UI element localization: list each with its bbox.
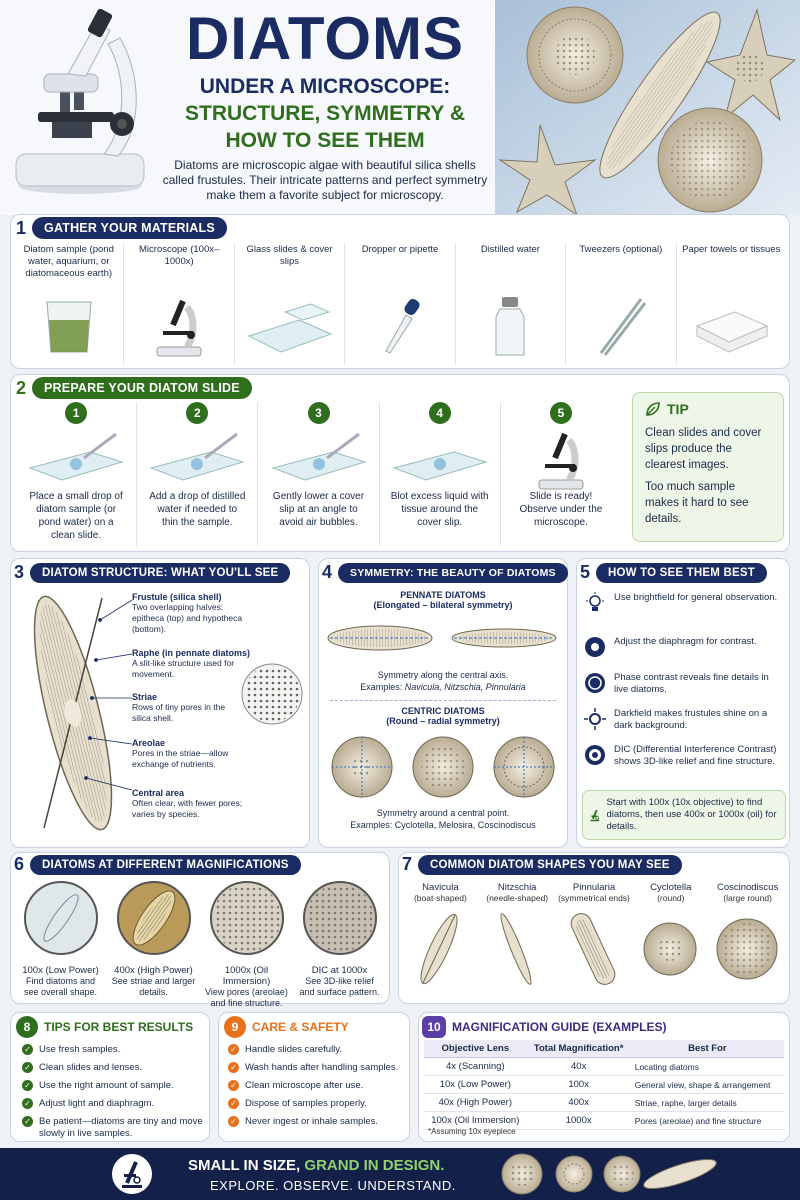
footer-slogan-b: GRAND IN DESIGN. bbox=[304, 1157, 445, 1174]
list-item-text: Never ingest or inhale samples. bbox=[245, 1116, 379, 1127]
tweezers-icon bbox=[591, 295, 651, 364]
centric-examples-illustration bbox=[322, 734, 564, 800]
prep-step bbox=[380, 402, 501, 547]
list-item-text: Dispose of samples properly. bbox=[245, 1098, 367, 1109]
table-cell: 100x (Oil Immersion) bbox=[424, 1112, 527, 1130]
structure-label-head: Central area bbox=[132, 788, 185, 798]
list-item bbox=[22, 1116, 206, 1140]
microscope-icon bbox=[149, 295, 209, 364]
list-item-text: Handle slides carefully. bbox=[245, 1044, 342, 1055]
magnification-head: 1000x (Oil Immersion) bbox=[222, 965, 271, 987]
section-number: 3 bbox=[14, 562, 25, 582]
pennate-examples-label: Examples: bbox=[360, 682, 405, 692]
table-cell: 10x (Low Power) bbox=[424, 1076, 527, 1094]
diatom-shape-name: Coscinodiscus bbox=[716, 882, 779, 893]
check-icon: ✓ bbox=[228, 1062, 239, 1073]
material-label: Diatom sample (pond water, aquarium, or diatomaceous earth) bbox=[23, 244, 114, 279]
diatom-shapes bbox=[402, 882, 786, 996]
tip-box bbox=[632, 392, 784, 542]
footer-slogan-a: SMALL IN SIZE, bbox=[188, 1157, 305, 1174]
check-icon: ✓ bbox=[22, 1098, 33, 1109]
materials-list bbox=[14, 244, 786, 364]
diatom-shape-image bbox=[638, 909, 704, 996]
step-text: Slide is ready! Observe under the microscope. bbox=[519, 491, 603, 528]
section-title: MAGNIFICATION GUIDE (EXAMPLES) bbox=[452, 1020, 667, 1034]
structure-label-head: Raphe (in pennate diatoms) bbox=[132, 648, 251, 658]
list-item-text: Adjust light and diaphragm. bbox=[39, 1098, 155, 1109]
magnification-image bbox=[116, 880, 192, 961]
step-number: 5 bbox=[550, 402, 572, 424]
structure-label bbox=[132, 592, 252, 635]
table-cell: 400x bbox=[527, 1094, 631, 1112]
diatom-shape-image bbox=[484, 909, 550, 996]
dic-icon bbox=[584, 744, 606, 771]
structure-label-body: Two overlapping halves: epitheca (top) and hypotheca (bottom). bbox=[132, 602, 243, 634]
diatom-shape-name: Navicula bbox=[422, 882, 459, 893]
check-icon: ✓ bbox=[228, 1116, 239, 1127]
check-icon: ✓ bbox=[228, 1044, 239, 1055]
structure-label bbox=[132, 788, 252, 820]
prep-step bbox=[137, 402, 258, 547]
pennate-title: PENNATE DIATOMS bbox=[400, 590, 486, 600]
material-label: Paper towels or tissues bbox=[682, 244, 781, 255]
magnification-examples bbox=[14, 880, 386, 1009]
diatom-shape bbox=[402, 882, 479, 996]
material-item bbox=[677, 244, 786, 364]
step-text: Blot excess liquid with tissue around the cover slip. bbox=[390, 491, 489, 528]
step-number: 2 bbox=[186, 402, 208, 424]
slide-step-icon bbox=[26, 428, 126, 486]
section-2-header bbox=[16, 377, 252, 399]
pennate-block bbox=[322, 590, 564, 610]
viewing-tip-text: Adjust the diaphragm for contrast. bbox=[614, 636, 757, 647]
bulb-icon bbox=[584, 592, 606, 619]
viewing-tip bbox=[584, 744, 784, 792]
step-number: 1 bbox=[65, 402, 87, 424]
table-cell: General view, shape & arrangement bbox=[631, 1076, 784, 1094]
material-label: Tweezers (optional) bbox=[579, 244, 663, 255]
diatom-shape bbox=[556, 882, 633, 996]
tips-list bbox=[22, 1044, 206, 1146]
intro-text: Diatoms are microscopic algae with beautiful silica shells called frustules. Their intricate patterns and perfect symmetry make them a favorite subject for microscopy. bbox=[162, 158, 488, 202]
diatom-shape-name: Nitzschia bbox=[497, 882, 537, 893]
magnification-body: View pores (areolae) and fine structure. bbox=[205, 987, 288, 1008]
section-number: 1 bbox=[16, 217, 27, 238]
magnification-table bbox=[424, 1040, 784, 1130]
section-7-header bbox=[402, 854, 682, 875]
structure-label bbox=[132, 692, 236, 724]
table-header-cell: Best For bbox=[631, 1040, 784, 1058]
viewing-tip-text: Use brightfield for general observation. bbox=[614, 592, 778, 603]
section-title: COMMON DIATOM SHAPES YOU MAY SEE bbox=[418, 855, 682, 875]
tip-text-1: Clean slides and cover slips produce the clearest images. bbox=[645, 427, 762, 471]
prep-steps bbox=[16, 402, 621, 547]
section-title: DIATOM STRUCTURE: WHAT YOU'LL SEE bbox=[30, 563, 290, 583]
page-title: DIATOMS bbox=[185, 5, 465, 72]
diatom-shape-name: Cyclotella bbox=[650, 882, 692, 893]
pennate-sub: (Elongated – bilateral symmetry) bbox=[373, 600, 513, 610]
header bbox=[0, 0, 800, 215]
check-icon: ✓ bbox=[22, 1062, 33, 1073]
section-title: CARE & SAFETY bbox=[252, 1020, 349, 1034]
structure-label-body: Rows of tiny pores in the silica shell. bbox=[132, 702, 226, 723]
material-label: Dropper or pipette bbox=[361, 244, 439, 255]
section-title: GATHER YOUR MATERIALS bbox=[32, 217, 227, 239]
list-item-text: Clean microscope after use. bbox=[245, 1080, 364, 1091]
footer-diatoms-illustration bbox=[492, 1152, 722, 1196]
magnification-body: Find diatoms and see overall shape. bbox=[23, 976, 98, 997]
magnification-item bbox=[14, 880, 107, 1009]
diatom-shape bbox=[479, 882, 556, 996]
centric-sub: (Round – radial symmetry) bbox=[386, 716, 500, 726]
diatom-shape-image bbox=[715, 909, 781, 996]
centric-title: CENTRIC DIATOMS bbox=[401, 706, 485, 716]
prep-step bbox=[258, 402, 379, 547]
pennate-examples-illustration bbox=[322, 616, 564, 660]
microscope-icon bbox=[531, 428, 591, 486]
material-item bbox=[566, 244, 676, 364]
step-text: Place a small drop of diatom sample (or pond water) on a clean slide. bbox=[29, 491, 123, 541]
table-cell: 40x bbox=[527, 1058, 631, 1076]
table-row bbox=[424, 1058, 784, 1076]
section-4-header bbox=[322, 562, 568, 583]
check-icon: ✓ bbox=[22, 1080, 33, 1091]
tissue-icon bbox=[691, 296, 771, 361]
slide-step-icon bbox=[269, 428, 369, 486]
table-header-cell: Objective Lens bbox=[424, 1040, 527, 1058]
list-item bbox=[228, 1098, 406, 1110]
footer-slogan bbox=[188, 1157, 444, 1174]
check-icon: ✓ bbox=[228, 1080, 239, 1091]
table-cell: Striae, raphe, larger details bbox=[631, 1094, 784, 1112]
check-icon: ✓ bbox=[22, 1116, 33, 1127]
table-header-cell: Total Magnification* bbox=[527, 1040, 631, 1058]
magnification-image bbox=[23, 880, 99, 961]
section-number: 5 bbox=[580, 562, 591, 582]
list-item-text: Use fresh samples. bbox=[39, 1044, 121, 1055]
list-item bbox=[228, 1116, 406, 1128]
section-number: 2 bbox=[16, 377, 27, 398]
diatom-hero-illustration bbox=[495, 0, 800, 215]
list-item bbox=[22, 1044, 206, 1056]
section-title: HOW TO SEE THEM BEST bbox=[596, 563, 767, 583]
viewing-tip bbox=[584, 672, 784, 708]
magnification-item bbox=[293, 880, 386, 1009]
section-number: 4 bbox=[322, 562, 333, 582]
microscope-footer-icon bbox=[112, 1152, 152, 1196]
list-item bbox=[22, 1098, 206, 1110]
table-cell: Locating diatoms bbox=[631, 1058, 784, 1076]
table-cell: Pores (areolae) and fine structure bbox=[631, 1112, 784, 1130]
subtitle-line-3: HOW TO SEE THEM bbox=[225, 129, 425, 152]
table-cell: 40x (High Power) bbox=[424, 1094, 527, 1112]
section-number: 9 bbox=[224, 1016, 246, 1038]
section-title: DIATOMS AT DIFFERENT MAGNIFICATIONS bbox=[30, 855, 301, 875]
list-item-text: Wash hands after handling samples. bbox=[245, 1062, 399, 1073]
diaphragm-icon bbox=[584, 636, 606, 663]
centric-caption: Symmetry around a central point. bbox=[376, 808, 510, 818]
bottle-icon bbox=[490, 295, 530, 364]
magnification-item bbox=[107, 880, 200, 1009]
diatom-shape-image bbox=[407, 909, 473, 996]
pennate-caption: Symmetry along the central axis. bbox=[377, 670, 509, 680]
diatom-shape-desc: (round) bbox=[657, 893, 685, 903]
dropper-icon bbox=[370, 295, 430, 364]
magnification-note bbox=[582, 790, 786, 840]
microscope-small-icon bbox=[589, 801, 600, 829]
step-number: 3 bbox=[308, 402, 330, 424]
structure-label-head: Striae bbox=[132, 692, 158, 702]
material-item bbox=[124, 244, 234, 364]
section-3-header bbox=[14, 562, 290, 583]
check-icon: ✓ bbox=[228, 1098, 239, 1109]
material-item bbox=[456, 244, 566, 364]
diatom-shape-desc: (symmetrical ends) bbox=[558, 893, 630, 903]
list-item bbox=[228, 1080, 406, 1092]
list-item bbox=[228, 1062, 406, 1074]
magnification-head: DIC at 1000x bbox=[311, 965, 368, 976]
table-cell: 1000x bbox=[527, 1112, 631, 1130]
step-text: Add a drop of distilled water if needed to thin the sample. bbox=[149, 491, 246, 528]
prep-step bbox=[501, 402, 621, 547]
section-title: TIPS FOR BEST RESULTS bbox=[44, 1020, 194, 1034]
centric-examples: Examples: Cyclotella, Melosira, Coscinodiscus bbox=[350, 820, 536, 830]
viewing-tips bbox=[584, 592, 784, 792]
list-item bbox=[22, 1062, 206, 1074]
magnification-item bbox=[200, 880, 293, 1009]
magnification-body: See 3D-like relief and surface pattern. bbox=[299, 976, 380, 997]
list-item-text: Use the right amount of sample. bbox=[39, 1080, 174, 1091]
table-row bbox=[424, 1076, 784, 1094]
table-header-row bbox=[424, 1040, 784, 1058]
structure-label-body: Often clear, with fewer pores; varies by species. bbox=[132, 798, 243, 819]
magnification-image bbox=[209, 880, 285, 961]
list-item bbox=[228, 1044, 406, 1056]
darkfield-icon bbox=[584, 708, 606, 735]
prep-step bbox=[16, 402, 137, 547]
list-item-text: Clean slides and lenses. bbox=[39, 1062, 142, 1073]
subtitle-line-2: STRUCTURE, SYMMETRY & bbox=[184, 102, 465, 125]
structure-label bbox=[132, 738, 236, 770]
magnification-body: See striae and larger details. bbox=[111, 976, 196, 997]
section-title: PREPARE YOUR DIATOM SLIDE bbox=[32, 377, 252, 399]
structure-label-body: Pores in the striae—allow exchange of nutrients. bbox=[132, 748, 229, 769]
structure-label-head: Frustule (silica shell) bbox=[132, 592, 222, 602]
tip-title: TIP bbox=[667, 401, 689, 417]
diatom-shape-desc: (needle-shaped) bbox=[486, 893, 549, 903]
section-5-header bbox=[580, 562, 767, 583]
table-cell: 4x (Scanning) bbox=[424, 1058, 527, 1076]
pennate-examples-list: Navicula, Nitzschia, Pinnularia bbox=[404, 682, 526, 692]
footer-tagline: EXPLORE. OBSERVE. UNDERSTAND. bbox=[210, 1178, 456, 1193]
step-text: Gently lower a cover slip at an angle to avoid air bubbles. bbox=[272, 491, 365, 528]
section-number: 8 bbox=[16, 1016, 38, 1038]
viewing-tip bbox=[584, 592, 784, 636]
section-1-header bbox=[16, 217, 227, 239]
subtitle-line-1: UNDER A MICROSCOPE: bbox=[199, 75, 451, 98]
safety-list bbox=[228, 1044, 406, 1134]
table-row bbox=[424, 1094, 784, 1112]
viewing-tip-text: DIC (Differential Interference Contrast) shows 3D-like relief and fine structure. bbox=[614, 744, 777, 767]
section-number: 6 bbox=[14, 854, 25, 874]
structure-label-body: A slit-like structure used for movement. bbox=[132, 658, 235, 679]
structure-label-head: Areolae bbox=[132, 738, 166, 748]
viewing-tip-text: Darkfield makes frustules shine on a dark background. bbox=[614, 708, 768, 731]
section-8-header bbox=[16, 1016, 193, 1038]
structure-label bbox=[132, 648, 252, 680]
leaf-icon bbox=[645, 401, 661, 417]
magnification-head: 100x (Low Power) bbox=[22, 965, 99, 976]
material-item bbox=[14, 244, 124, 364]
section-title: SYMMETRY: THE BEAUTY OF DIATOMS bbox=[338, 563, 568, 583]
material-item bbox=[345, 244, 455, 364]
magnification-note-text: Start with 100x (10x objective) to find diatoms, then use 400x or 1000x (oil) for details. bbox=[606, 797, 777, 832]
viewing-tip bbox=[584, 708, 784, 744]
step-number: 4 bbox=[429, 402, 451, 424]
symmetry-divider bbox=[330, 700, 556, 701]
check-icon: ✓ bbox=[22, 1044, 33, 1055]
pennate-examples bbox=[322, 682, 564, 692]
section-10-header bbox=[422, 1016, 666, 1038]
microscope-icon bbox=[8, 4, 168, 196]
beaker-icon bbox=[37, 296, 101, 361]
section-number: 10 bbox=[422, 1016, 446, 1038]
section-9-header bbox=[224, 1016, 349, 1038]
list-item-text: Be patient—diatoms are tiny and move slowly in live samples. bbox=[39, 1116, 203, 1139]
section-number: 7 bbox=[402, 854, 413, 874]
section-6-header bbox=[14, 854, 301, 875]
slide-step-icon bbox=[147, 428, 247, 486]
leader-lines bbox=[70, 590, 140, 810]
material-item bbox=[235, 244, 345, 364]
material-label: Glass slides & cover slips bbox=[246, 244, 333, 267]
phase-icon bbox=[584, 672, 606, 699]
material-label: Microscope (100x–1000x) bbox=[139, 244, 220, 267]
diatom-shape-image bbox=[561, 909, 627, 996]
viewing-tip bbox=[584, 636, 784, 672]
table-cell: 100x bbox=[527, 1076, 631, 1094]
slide-icon bbox=[245, 296, 335, 361]
magnification-image bbox=[302, 880, 378, 961]
slide-step-icon bbox=[390, 428, 490, 486]
material-label: Distilled water bbox=[480, 244, 540, 255]
diatom-shape-desc: (boat-shaped) bbox=[413, 893, 467, 903]
list-item bbox=[22, 1080, 206, 1092]
diatom-shape bbox=[632, 882, 709, 996]
diatom-shape bbox=[709, 882, 786, 996]
viewing-tip-text: Phase contrast reveals fine details in live diatoms. bbox=[614, 672, 769, 695]
diatom-shape-desc: (large round) bbox=[723, 893, 772, 903]
magnification-head: 400x (High Power) bbox=[114, 965, 193, 976]
table-footnote: *Assuming 10x eyepiece bbox=[428, 1127, 516, 1136]
diatom-shape-name: Pinnularia bbox=[572, 882, 616, 893]
tip-text-2: Too much sample makes it hard to see details. bbox=[645, 481, 749, 525]
centric-block bbox=[322, 706, 564, 726]
